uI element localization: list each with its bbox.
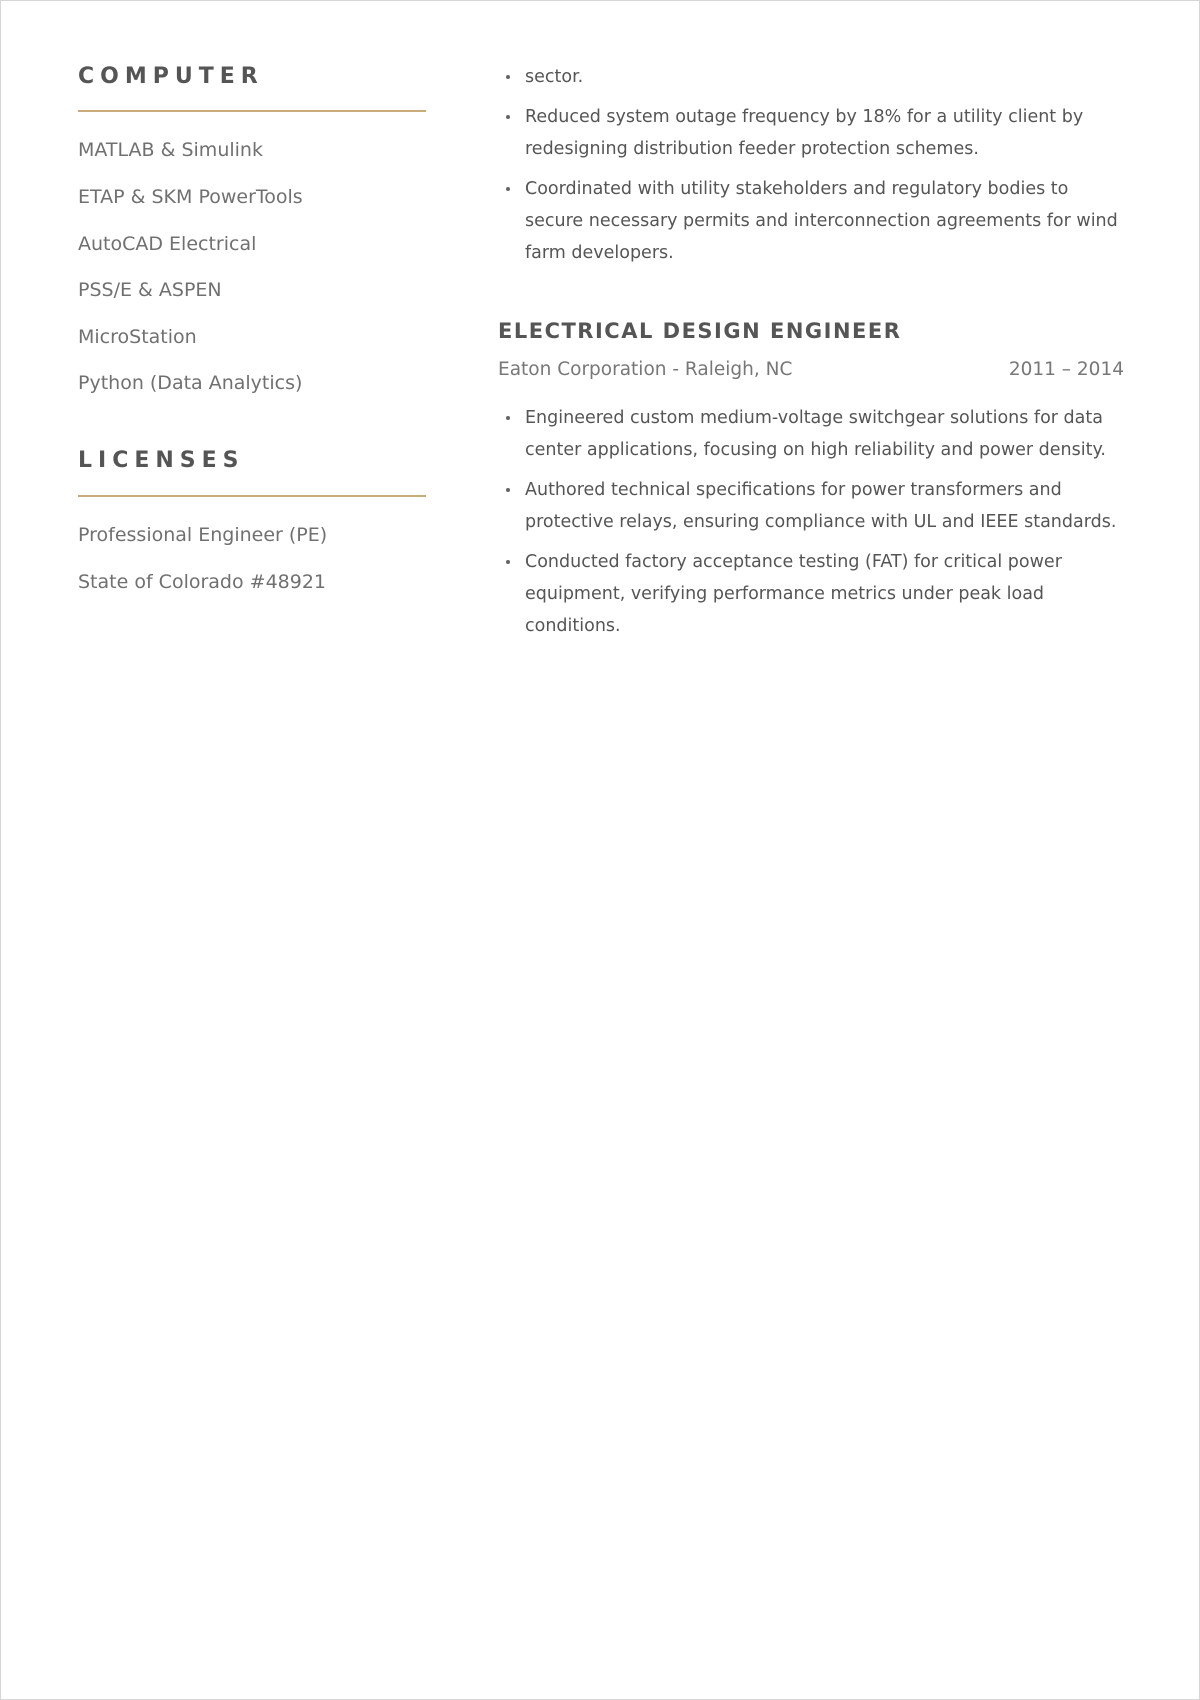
- job-bullets: [498, 402, 1124, 642]
- company-location: Eaton Corporation - Raleigh, NC: [498, 359, 793, 380]
- previous-job-bullets: [498, 61, 1124, 269]
- bullet-item: Reduced system outage frequency by 18% for a utility client by redesigning distribution feeder protection schemes.: [498, 101, 1124, 165]
- license-item: Professional Engineer (PE): [78, 524, 328, 546]
- computer-divider: [78, 110, 426, 112]
- bullet-item: Coordinated with utility stakeholders and regulatory bodies to secure necessary permits and interconnection agreements for wind farm developers.: [498, 173, 1124, 269]
- skill-item: Python (Data Analytics): [78, 372, 303, 394]
- skill-item: MATLAB & Simulink: [78, 139, 263, 161]
- bullet-item: Authored technical specifications for power transformers and protective relays, ensuring compliance with UL and IEEE standards.: [498, 474, 1124, 538]
- skill-item: PSS/E & ASPEN: [78, 279, 222, 301]
- skill-item: AutoCAD Electrical: [78, 233, 257, 255]
- licenses-heading: LICENSES: [78, 448, 245, 473]
- job-meta: [498, 359, 1124, 380]
- job-dates: 2011 – 2014: [1008, 359, 1124, 380]
- bullet-item: Engineered custom medium-voltage switchgear solutions for data center applications, focusing on high reliability and power density.: [498, 402, 1124, 466]
- job-title: ELECTRICAL DESIGN ENGINEER: [498, 319, 902, 343]
- bullet-item: sector.: [498, 61, 1124, 93]
- computer-heading: COMPUTER: [78, 64, 264, 89]
- skill-item: MicroStation: [78, 326, 197, 348]
- bullet-item: Conducted factory acceptance testing (FAT) for critical power equipment, verifying performance metrics under peak load conditions.: [498, 546, 1124, 642]
- skill-item: ETAP & SKM PowerTools: [78, 186, 303, 208]
- licenses-divider: [78, 495, 426, 497]
- license-item: State of Colorado #48921: [78, 571, 327, 593]
